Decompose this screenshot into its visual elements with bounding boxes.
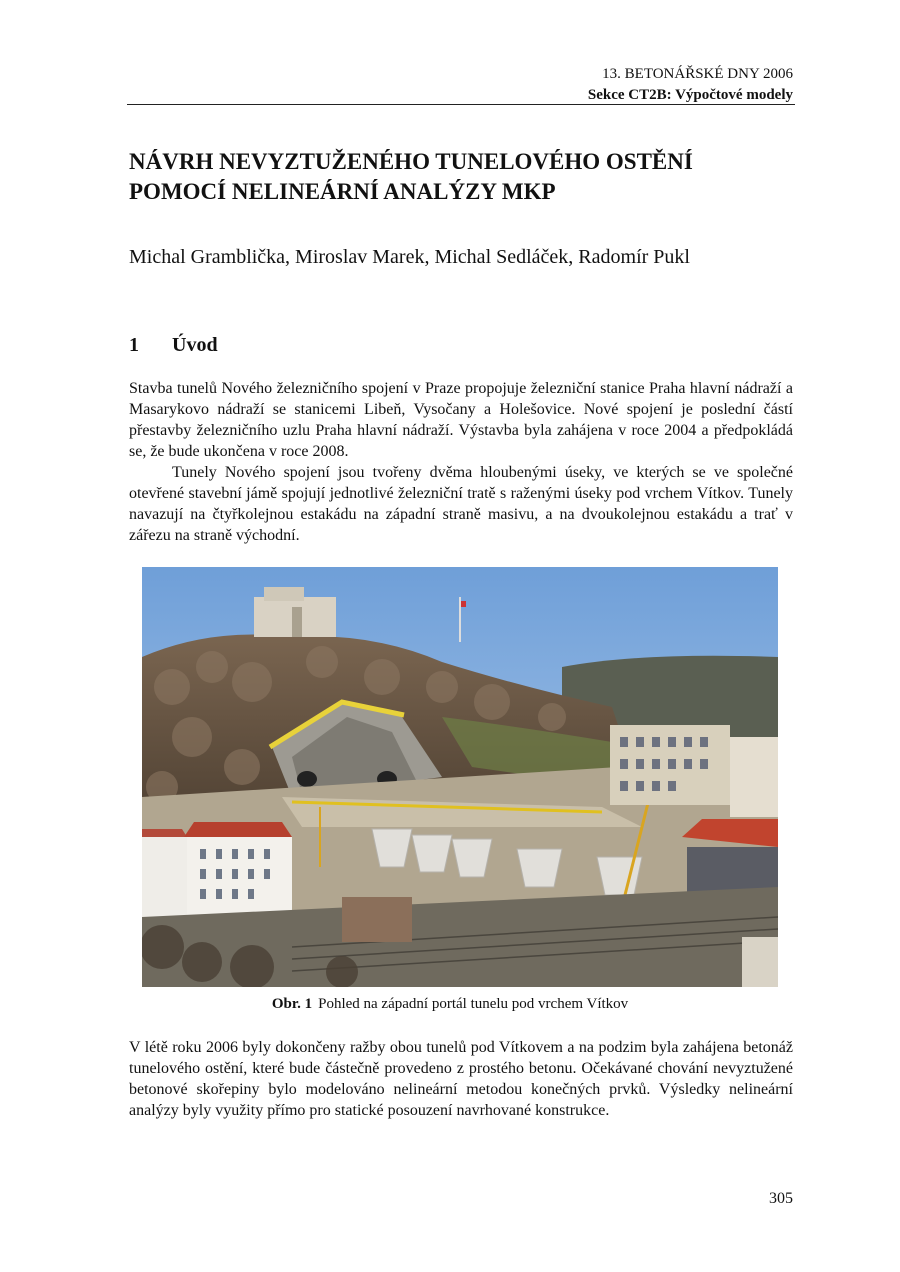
authors: Michal Gramblička, Miroslav Marek, Michal Sedláček, Radomír Pukl <box>129 246 690 268</box>
title-line-2: POMOCÍ NELINEÁRNÍ ANALÝZY MKP <box>129 179 556 204</box>
section-heading <box>129 334 218 357</box>
title-line-1: NÁVRH NEVYZTUŽENÉHO TUNELOVÉHO OSTĚNÍ <box>129 149 693 174</box>
figure-photo <box>142 567 778 987</box>
section-title: Úvod <box>172 334 218 356</box>
header-rule <box>127 104 795 105</box>
section-number: 1 <box>129 334 139 356</box>
figure-caption-text: Pohled na západní portál tunelu pod vrchem Vítkov <box>318 996 629 1012</box>
figure-caption <box>0 996 900 1013</box>
page-number: 305 <box>769 1190 793 1207</box>
paper-title <box>129 147 789 207</box>
paragraph-1: Stavba tunelů Nového železničního spojení v Praze propojuje železniční stanice Praha hlavní nádraží a Masarykovo nádraží se stanicemi Libeň, Vysočany a Holešovice. Nové spojení je poslední částí přestavby železničního uzlu Praha hlavní nádraží. Výstavba byla zahájena v roce 2004 a předpokládá se, že bude ukončena v roce 2008. <box>129 380 793 460</box>
tunnel-portal-photo <box>142 567 778 987</box>
paragraph-2: Tunely Nového spojení jsou tvořeny dvěma hloubenými úseky, ve kterých se ve společné otevřené stavební jámě spojují jednotlivé železniční tratě s raženými úseky pod vrchem Vítkov. Tunely navazují na čtyřkolejnou estakádu na západní straně masivu, a na dvoukolejnou estakádu a trať v zářezu na straně východní. <box>129 464 793 544</box>
session-name: Sekce CT2B: Výpočtové modely <box>587 87 793 103</box>
conference-name: 13. BETONÁŘSKÉ DNY 2006 <box>602 66 793 82</box>
paragraph-3: V létě roku 2006 byly dokončeny ražby obou tunelů pod Vítkovem a na podzim byla zahájena betonáž tunelového ostění, které bude částečně provedeno z prostého betonu. Očekávané chování nevyztužené betonové skořepiny bylo modelováno nelineární metodou konečných prvků. Výsledky nelineární analýzy byly využity přímo pro statické posouzení navrhované konstrukce. <box>129 1039 793 1119</box>
running-header <box>588 64 793 106</box>
figure-label: Obr. 1 <box>271 996 313 1012</box>
